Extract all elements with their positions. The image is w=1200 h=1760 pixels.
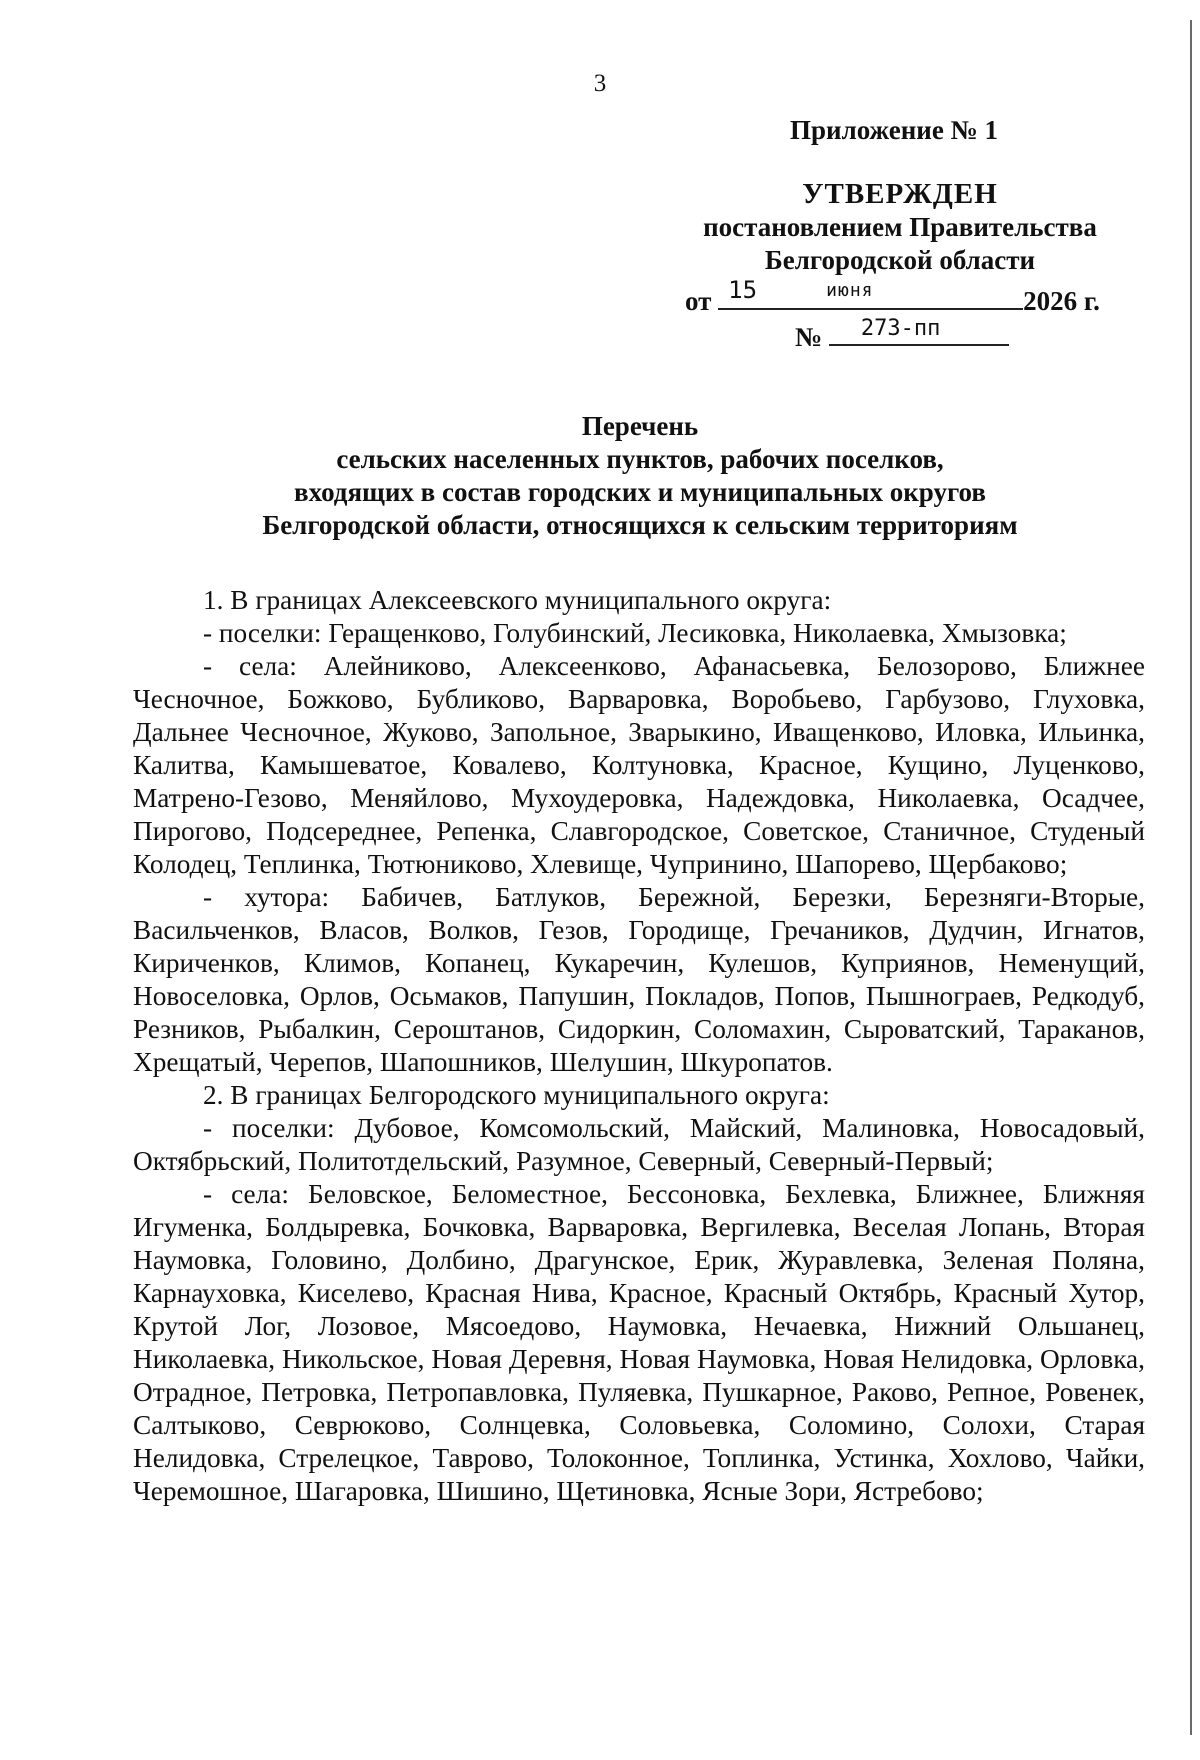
date-blank: [718, 276, 1023, 310]
approval-title: УТВЕРЖДЕН: [802, 178, 998, 210]
approval-number-line: [795, 318, 1009, 353]
approval-line-1: постановлением Правительства: [703, 212, 1097, 242]
section-1-farmsteads: - хутора: Бабичев, Батлуков, Бережной, Березки, Березняги-Вторые, Васильченков, Власов, Волков, Гезов, Городище, Гречаников, Дудчин, Игнатов, Кириченков, Климов, Копанец, Кукаречин, Кулешов, Куприянов, Неменущий, Новоселовка, Орлов, Осьмаков, Папушин, Покладов, Попов, Пышнограев, Редкодуб, Резников, Рыбалкин, Сероштанов, Сидоркин, Соломахин, Сыроватский, Тараканов, Хрещатый, Черепов, Шапошников, Шелушин, Шкуропатов.: [133, 882, 1145, 1077]
date-month: июня: [826, 280, 874, 301]
approval-block: [660, 178, 1140, 277]
date-day: 15: [728, 276, 758, 304]
appendix-heading: Приложение № 1: [790, 115, 998, 145]
approval-line-2: Белгородской области: [764, 245, 1036, 275]
approval-date-line: [685, 276, 1125, 317]
section-2-settlements: - поселки: Дубовое, Комсомольский, Майский, Малиновка, Новосадовый, Октябрьский, Политотдельский, Разумное, Северный, Северный-Первый;: [133, 1113, 1145, 1176]
section-2-villages: - села: Беловское, Беломестное, Бессоновка, Бехлевка, Ближнее, Ближняя Игуменка, Болдыревка, Бочковка, Варваровка, Вергилевка, Веселая Лопань, Вторая Наумовка, Головино, Долбино, Драгунское, Ерик, Журавлевка, Зеленая Поляна, Карнауховка, Киселево, Красная Нива, Красное, Красный Октябрь, Красный Хутор, Крутой Лог, Лозовое, Мясоедово, Наумовка, Нечаевка, Нижний Ольшанец, Николаевка, Никольское, Новая Деревня, Новая Наумовка, Новая Нелидовка, Орловка, Отрадное, Петровка, Петропавловка, Пуляевка, Пушкарное, Раково, Репное, Ровенек, Салтыково, Севрюково, Солнцевка, Соловьевка, Соломино, Солохи, Старая Нелидовка, Стрелецкое, Таврово, Толоконное, Топлинка, Устинка, Хохлово, Чайки, Черемошное, Шагаровка, Шишино, Щетиновка, Ясные Зори, Ястребово;: [133, 1179, 1145, 1506]
title-line-1: Перечень: [581, 411, 699, 441]
section-1-settlements: - поселки: Геращенково, Голубинский, Лесиковка, Николаевка, Хмызовка;: [203, 618, 1067, 648]
section-1-heading: 1. В границах Алексеевского муниципального округа:: [203, 585, 832, 615]
date-year: 2026 г.: [1023, 286, 1100, 316]
section-1-villages: - села: Алейниково, Алексеенково, Афанасьевка, Белозорово, Ближнее Чесночное, Божково, Бубликово, Варваровка, Воробьево, Гарбузово, Глуховка, Дальнее Чесночное, Жуково, Запольное, Зварыкино, Иващенково, Иловка, Ильинка, Калитва, Камышеватое, Ковалево, Колтуновка, Красное, Кущино, Луценково, Матрено-Гезово, Меняйлово, Мухоудеровка, Надеждовка, Николаевка, Осадчее, Пирогово, Подсереднее, Репенка, Славгородское, Советское, Станичное, Студеный Колодец, Теплинка, Тютюниково, Хлевище, Чупринино, Шапорево, Щербаково;: [133, 651, 1145, 879]
document-body: [133, 584, 1145, 1508]
title-line-4: Белгородской области, относящихся к сельским территориям: [262, 510, 1018, 540]
page-edge-line: [1190, 20, 1192, 1735]
number-prefix: №: [795, 322, 823, 352]
date-prefix: от: [685, 286, 712, 316]
section-2-heading: 2. В границах Белгородского муниципального округа:: [203, 1080, 830, 1110]
document-number: 273-пп: [860, 316, 941, 341]
title-line-2: сельских населенных пунктов, рабочих поселков,: [336, 444, 944, 474]
number-blank: [829, 318, 1009, 346]
document-title: [130, 410, 1150, 542]
title-line-3: входящих в состав городских и муниципальных округов: [294, 477, 986, 507]
page-number: 3: [593, 70, 607, 97]
